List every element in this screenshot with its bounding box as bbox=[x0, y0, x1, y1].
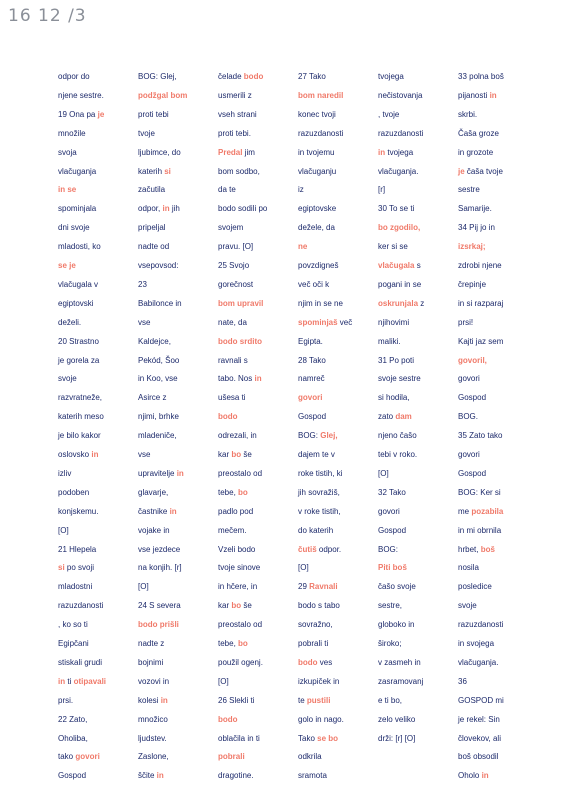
text-line: te pustili bbox=[298, 695, 331, 705]
text-line: mladostni bbox=[58, 582, 93, 592]
text-line: bodo srdito bbox=[218, 336, 263, 346]
text-line: čelade bodo bbox=[218, 72, 264, 81]
text-line: njihovimi bbox=[378, 317, 410, 327]
text-line: Asirce z bbox=[138, 393, 167, 403]
text-line: Gospod bbox=[298, 412, 327, 422]
text-line: vojake in bbox=[138, 525, 170, 535]
text-line: konec tvoji bbox=[298, 109, 336, 119]
text-line: bom upravil bbox=[218, 298, 264, 308]
text-line: hrbet, boš bbox=[458, 544, 495, 554]
text-line: črepinje bbox=[458, 279, 487, 289]
text-line: bodo sodili po bbox=[218, 204, 268, 214]
text-line: in mi obrnila bbox=[458, 525, 502, 535]
text-line: je rekel: Sin bbox=[458, 714, 500, 724]
text-line: BOG: Ker si bbox=[458, 487, 501, 497]
text-line: človekov, ali bbox=[458, 733, 501, 743]
text-line: razuzdanosti bbox=[378, 128, 424, 138]
text-line: njeno čašo bbox=[378, 431, 417, 441]
text-line: oslovsko in bbox=[58, 450, 99, 459]
text-line: tvoje bbox=[138, 128, 155, 138]
text-line: preostalo od bbox=[218, 620, 263, 630]
text-line: 23 bbox=[138, 279, 147, 289]
text-line: in hčere, in bbox=[218, 582, 258, 592]
text-line: svoja bbox=[58, 147, 77, 157]
text-line: kar bo še bbox=[218, 601, 252, 611]
text-line: vlačugala v bbox=[58, 279, 99, 289]
text-line: konjskemu. bbox=[58, 506, 99, 516]
text-line: razvratneže, bbox=[58, 393, 103, 403]
text-line: 32 Tako bbox=[378, 487, 406, 497]
text-line: bodo s tabo bbox=[298, 601, 340, 611]
text-line: , tvoje bbox=[378, 109, 400, 119]
text-line: tako govori bbox=[58, 752, 100, 762]
text-line: podžgal bom bbox=[138, 90, 188, 100]
text-line: me pozabila bbox=[458, 506, 504, 516]
text-line: gorečnost bbox=[218, 279, 254, 289]
text-line: maliki. bbox=[378, 336, 401, 346]
text-line: Oholiba, bbox=[58, 733, 88, 743]
text-line: 33 polna boš bbox=[458, 72, 504, 81]
text-line: Čaša groze bbox=[458, 128, 499, 138]
text-line: ljubimce, do bbox=[138, 147, 181, 157]
text-line: Egipta. bbox=[298, 336, 323, 346]
text-line: ravnali s bbox=[218, 355, 248, 365]
text-line: zato dam bbox=[378, 412, 412, 422]
text-line: egiptovske bbox=[298, 204, 337, 214]
text-line: tvojega bbox=[378, 72, 404, 81]
text-line: mladeniče, bbox=[138, 431, 177, 441]
text-line: 25 Svojo bbox=[218, 261, 250, 270]
text-line: v roke tistih, bbox=[298, 506, 341, 516]
text-line: nadte z bbox=[138, 639, 165, 648]
text-line: več oči k bbox=[298, 279, 330, 289]
text-line: Gospod bbox=[58, 771, 87, 781]
text-line: katerih si bbox=[138, 166, 171, 176]
text-line: bodo bbox=[218, 714, 238, 724]
text-line: 20 Strastno bbox=[58, 336, 99, 346]
text-line: proti tebi. bbox=[218, 128, 251, 138]
text-line: Piti boš bbox=[378, 563, 407, 573]
text-line: svoje bbox=[458, 601, 477, 611]
text-line: sramota bbox=[298, 771, 327, 781]
text-line: BOG: Glej, bbox=[138, 72, 177, 81]
text-line: izsrkaj; bbox=[458, 242, 486, 252]
text-line: bojnimi bbox=[138, 657, 164, 667]
text-line: 21 Hlepela bbox=[58, 544, 97, 554]
text-line: množico bbox=[138, 714, 168, 724]
text-line: kolesi in bbox=[138, 695, 168, 705]
text-line: govori bbox=[458, 450, 480, 459]
text-line: 19 Ona pa je bbox=[58, 109, 105, 119]
text-line: množile bbox=[58, 128, 86, 138]
text-line: BOG: Glej, bbox=[298, 431, 338, 441]
text-line: vseh strani bbox=[218, 109, 257, 119]
text-line: in tvojemu bbox=[298, 147, 335, 157]
text-line: bodo bbox=[218, 412, 238, 422]
text-line: BOG. bbox=[458, 412, 479, 422]
text-line: Vzeli bodo bbox=[218, 544, 256, 554]
text-line: ne bbox=[298, 242, 308, 252]
text-line: svojem bbox=[218, 223, 244, 233]
text-line: sestre bbox=[458, 185, 480, 195]
text-line: vse bbox=[138, 317, 151, 327]
text-line: Kajti jaz sem bbox=[458, 336, 504, 346]
text-line: govori bbox=[378, 506, 400, 516]
text-line: svoje sestre bbox=[378, 374, 421, 384]
text-line: 31 Po poti bbox=[378, 355, 415, 365]
text-line: posledice bbox=[458, 582, 492, 592]
text-line: razuzdanosti bbox=[58, 601, 104, 611]
text-line: čašo svoje bbox=[378, 582, 416, 592]
text-line: častnike in bbox=[138, 506, 177, 516]
text-line: roke tistih, ki bbox=[298, 468, 343, 478]
text-line: usmerili z bbox=[218, 90, 252, 100]
text-line: pravu. [O] bbox=[218, 242, 254, 252]
text-line: pogani in se bbox=[378, 279, 422, 289]
text-line: do katerih bbox=[298, 525, 334, 535]
text-line: ljudstev. bbox=[138, 733, 167, 743]
text-line: izkupiček in bbox=[298, 676, 340, 686]
text-line: govori bbox=[298, 393, 323, 403]
text-line: tabo. Nos in bbox=[218, 374, 262, 384]
text-line: njim in se ne bbox=[298, 298, 343, 308]
text-line: govori bbox=[458, 374, 480, 384]
text-line: [O] bbox=[218, 676, 229, 686]
page-header-handwriting: 16 12 /3 bbox=[8, 6, 87, 26]
text-line: 29 Ravnali bbox=[298, 582, 338, 592]
text-line: oblačila in ti bbox=[218, 733, 260, 743]
text-line: drži: [r] [O] bbox=[378, 733, 416, 743]
text-line: si po svoji bbox=[58, 563, 95, 573]
text-line: dežele, da bbox=[298, 223, 335, 233]
text-line: oskrunjala z bbox=[378, 298, 425, 308]
text-line: , ko so ti bbox=[58, 620, 88, 630]
text-line: vlačuganju bbox=[298, 166, 337, 176]
text-line: in si razparaj bbox=[458, 298, 504, 308]
text-line: začutila bbox=[138, 185, 166, 195]
text-line: 36 bbox=[458, 676, 467, 686]
text-line: Babilonce in bbox=[138, 298, 182, 308]
text-line: mečem. bbox=[218, 525, 247, 535]
text-line: razuzdanosti bbox=[298, 128, 344, 138]
text-line: in tvojega bbox=[378, 147, 414, 157]
text-line: deželi. bbox=[58, 317, 82, 327]
text-line: široko; bbox=[378, 639, 402, 648]
text-line: preostalo od bbox=[218, 468, 263, 478]
text-line: 28 Tako bbox=[298, 355, 326, 365]
text-line: vse jezdece bbox=[138, 544, 181, 554]
text-line: povzdigneš bbox=[298, 261, 339, 270]
text-line: si hodila, bbox=[378, 393, 410, 403]
text-line: prsi. bbox=[58, 695, 74, 705]
text-line: bom naredil bbox=[298, 90, 344, 100]
text-line: GOSPOD mi bbox=[458, 695, 504, 705]
text-line: tebe, bo bbox=[218, 487, 248, 497]
text-line: ker si se bbox=[378, 242, 408, 252]
text-line: mladosti, ko bbox=[58, 242, 101, 252]
text-line: odpor, in jih bbox=[138, 204, 180, 214]
text-line: se je bbox=[58, 261, 76, 270]
text-line: in ti otipavali bbox=[58, 676, 107, 686]
text-line: čutiš odpor. bbox=[298, 544, 342, 554]
text-line: proti tebi bbox=[138, 109, 169, 119]
text-line: nate, da bbox=[218, 317, 247, 327]
text-line: in svojega bbox=[458, 639, 495, 648]
text-line: govoril, bbox=[458, 355, 487, 365]
text-line: globoko in bbox=[378, 620, 415, 630]
text-line: pobrali bbox=[218, 752, 245, 762]
text-line: Pekód, Šoo bbox=[138, 355, 180, 365]
text-line: namreč bbox=[298, 374, 325, 384]
text-line: spominjaš več bbox=[298, 317, 353, 327]
text-line: pripeljal bbox=[138, 223, 166, 233]
text-line: [r] bbox=[378, 185, 386, 195]
text-line: in Koo, vse bbox=[138, 374, 178, 384]
text-line: dni svoje bbox=[58, 223, 90, 233]
text-line: odpor do bbox=[58, 72, 90, 81]
text-line: Egipčani bbox=[58, 639, 89, 648]
text-line: bom sodbo, bbox=[218, 166, 260, 176]
text-line: upravitelje in bbox=[138, 468, 184, 478]
text-line: Predal jim bbox=[218, 147, 255, 157]
text-line: nečistovanja bbox=[378, 90, 423, 100]
text-line: vlačuganja. bbox=[458, 657, 499, 667]
text-line: 30 To se ti bbox=[378, 204, 415, 214]
text-line: kar bo še bbox=[218, 450, 252, 459]
text-line: skrbi. bbox=[458, 109, 478, 119]
text-line: dajem te v bbox=[298, 450, 335, 459]
text-line: zdrobi njene bbox=[458, 261, 502, 270]
text-line: egiptovski bbox=[58, 298, 94, 308]
text-line: tebe, bo bbox=[218, 639, 248, 648]
text-line: njimi, brhke bbox=[138, 412, 179, 422]
text-line: sovražno, bbox=[298, 620, 333, 630]
text-line: jih sovražiš, bbox=[298, 487, 340, 497]
text-line: [O] bbox=[298, 563, 309, 573]
text-line: bodo prišli bbox=[138, 620, 179, 630]
text-line: Gospod bbox=[458, 468, 487, 478]
text-line: bodo ves bbox=[298, 657, 333, 667]
text-line: pobrali ti bbox=[298, 639, 329, 648]
text-line: stiskali grudi bbox=[58, 657, 103, 667]
text-line: da te bbox=[218, 185, 236, 195]
text-line: BOG: bbox=[378, 544, 399, 554]
text-line: je gorela za bbox=[58, 355, 100, 365]
text-line: boš obsodil bbox=[458, 752, 499, 762]
text-line: golo in nago. bbox=[298, 714, 344, 724]
text-line: zelo veliko bbox=[378, 714, 416, 724]
text-line: razuzdanosti bbox=[458, 620, 504, 630]
text-line: vlačuganja bbox=[58, 166, 97, 176]
text-line: vlačuganja. bbox=[378, 166, 419, 176]
text-line: použil ogenj. bbox=[218, 657, 263, 667]
text-line: vlačugala s bbox=[378, 261, 421, 270]
text-line: Tako se bo bbox=[298, 733, 339, 743]
text-line: [O] bbox=[138, 582, 149, 592]
text-line: odkrila bbox=[298, 752, 322, 762]
text-line: [O] bbox=[58, 525, 69, 535]
text-line: njene sestre. bbox=[58, 90, 104, 100]
text-line: e ti bo, bbox=[378, 695, 403, 705]
text-line: dragotine. bbox=[218, 771, 254, 781]
text-line: vozovi in bbox=[138, 676, 170, 686]
text-line: odrezali, in bbox=[218, 431, 257, 441]
text-line: tvoje sinove bbox=[218, 563, 261, 573]
text-line: tebi v roko. bbox=[378, 450, 418, 459]
text-line: vse bbox=[138, 450, 151, 459]
text-line: sestre, bbox=[378, 601, 403, 611]
text-line: iz bbox=[298, 185, 304, 195]
text-line: 35 Zato tako bbox=[458, 431, 503, 441]
text-line: na konjih. [r] bbox=[138, 563, 182, 573]
text-line: izliv bbox=[58, 468, 72, 478]
text-line: 24 S severa bbox=[138, 601, 181, 611]
text-line: padlo pod bbox=[218, 506, 254, 516]
text-line: in grozote bbox=[458, 147, 494, 157]
text-line: Samarije. bbox=[458, 204, 492, 214]
text-line: nosila bbox=[458, 563, 479, 573]
text-line: ušesa ti bbox=[218, 393, 246, 403]
text-line: Oholo in bbox=[458, 771, 489, 781]
text-line: bo zgodilo, bbox=[378, 223, 421, 233]
text-line: spominjala bbox=[58, 204, 97, 214]
text-line: svoje bbox=[58, 374, 77, 384]
text-line: glavarje, bbox=[138, 487, 169, 497]
text-line: Gospod bbox=[378, 525, 407, 535]
text-line: v zasmeh in bbox=[378, 657, 421, 667]
text-line: in se bbox=[58, 185, 77, 195]
text-line: Gospod bbox=[458, 393, 487, 403]
text-line: 22 Zato, bbox=[58, 714, 88, 724]
text-line: 34 Pij jo in bbox=[458, 223, 495, 233]
text-line: je bilo kakor bbox=[58, 431, 101, 441]
text-line: 27 Tako bbox=[298, 72, 326, 81]
text-line: Zaslone, bbox=[138, 752, 169, 762]
text-line: [O] bbox=[378, 468, 389, 478]
text-line: vsepovsod: bbox=[138, 261, 179, 270]
text-line: prsi! bbox=[458, 317, 474, 327]
text-line: podoben bbox=[58, 487, 90, 497]
text-line: Kaldejce, bbox=[138, 336, 171, 346]
text-line: zasramovanj bbox=[378, 676, 424, 686]
text-line: 26 Slekli ti bbox=[218, 695, 255, 705]
text-line: katerih meso bbox=[58, 412, 104, 422]
text-line: ščite in bbox=[138, 771, 164, 781]
text-line: je čaša tvoje bbox=[458, 166, 503, 176]
text-line: pijanosti in bbox=[458, 90, 497, 100]
text-line: nadte od bbox=[138, 242, 170, 252]
